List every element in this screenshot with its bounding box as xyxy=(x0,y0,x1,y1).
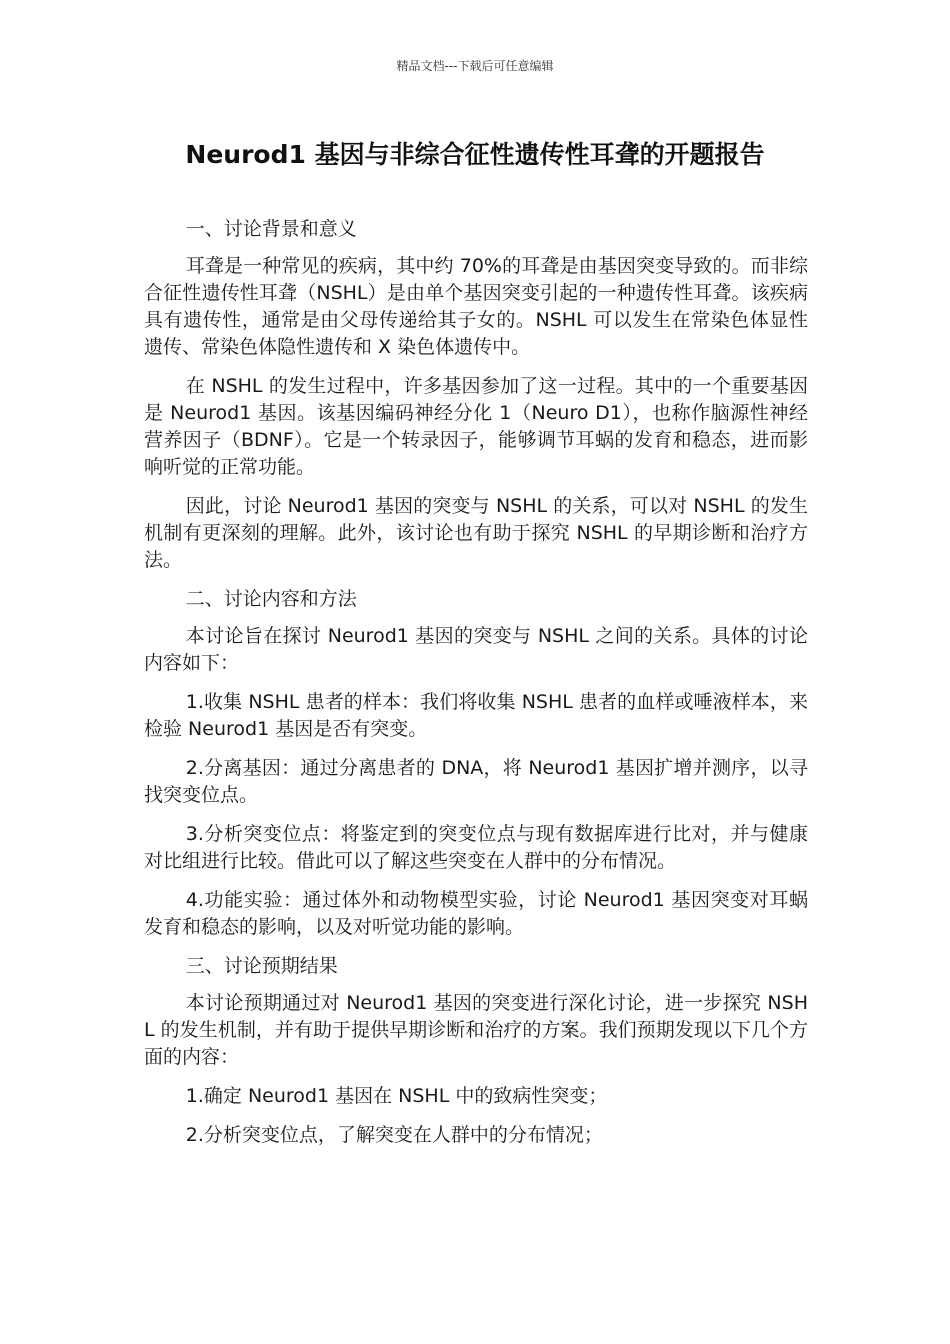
list-item-method-2: 2.分离基因：通过分离患者的 DNA，将 Neurod1 基因扩增并测序，以寻找突变位点。 xyxy=(144,757,808,806)
list-item-method-3: 3.分析突变位点：将鉴定到的突变位点与现有数据库进行比对，并与健康对比组进行比较。借此可以了解这些突变在人群中的分布情况。 xyxy=(144,823,808,872)
list-item-expected-1: 1.确定 Neurod1 基因在 NSHL 中的致病性突变； xyxy=(185,1085,608,1107)
section-heading-background: 一、讨论背景和意义 xyxy=(185,218,357,240)
document-body xyxy=(144,216,808,1161)
paragraph-expected-intro: 本讨论预期通过对 Neurod1 基因的突变进行深化讨论，进一步探究 NSHL 的发生机制，并有助于提供早期诊断和治疗的方案。我们预期发现以下几个方面的内容： xyxy=(144,992,808,1068)
document-title: Neurod1 基因与非综合征性遗传性耳聋的开题报告 xyxy=(185,140,765,169)
paragraph-background-1: 耳聋是一种常见的疾病，其中约 70%的耳聋是由基因突变导致的。而非综合征性遗传性耳聋（NSHL）是由单个基因突变引起的一种遗传性耳聋。该疾病具有遗传性，通常是由父母传递给其子女的。NSHL 可以发生在常染色体显性遗传、常染色体隐性遗传和 X 染色体遗传中。 xyxy=(144,255,808,358)
list-item-method-1: 1.收集 NSHL 患者的样本：我们将收集 NSHL 患者的血样或唾液样本，来检验 Neurod1 基因是否有突变。 xyxy=(144,691,808,740)
page-header-note: 精品文档---下载后可任意编辑 xyxy=(396,59,554,73)
paragraph-content-intro: 本讨论旨在探讨 Neurod1 基因的突变与 NSHL 之间的关系。具体的讨论内容如下： xyxy=(144,625,808,674)
section-heading-content-methods: 二、讨论内容和方法 xyxy=(185,588,357,610)
paragraph-background-2: 在 NSHL 的发生过程中，许多基因参加了这一过程。其中的一个重要基因是 Neurod1 基因。该基因编码神经分化 1（Neuro D1），也称作脑源性神经营养因子（BDNF）。它是一个转录因子，能够调节耳蜗的发育和稳态，进而影响听觉的正常功能。 xyxy=(144,375,808,478)
paragraph-background-3: 因此，讨论 Neurod1 基因的突变与 NSHL 的关系，可以对 NSHL 的发生机制有更深刻的理解。此外，该讨论也有助于探究 NSHL 的早期诊断和治疗方法。 xyxy=(144,495,808,571)
list-item-expected-2: 2.分析突变位点，了解突变在人群中的分布情况； xyxy=(185,1124,603,1146)
list-item-method-4: 4.功能实验：通过体外和动物模型实验，讨论 Neurod1 基因突变对耳蜗发育和稳态的影响，以及对听觉功能的影响。 xyxy=(144,889,808,938)
section-heading-expected-results: 三、讨论预期结果 xyxy=(185,955,338,977)
